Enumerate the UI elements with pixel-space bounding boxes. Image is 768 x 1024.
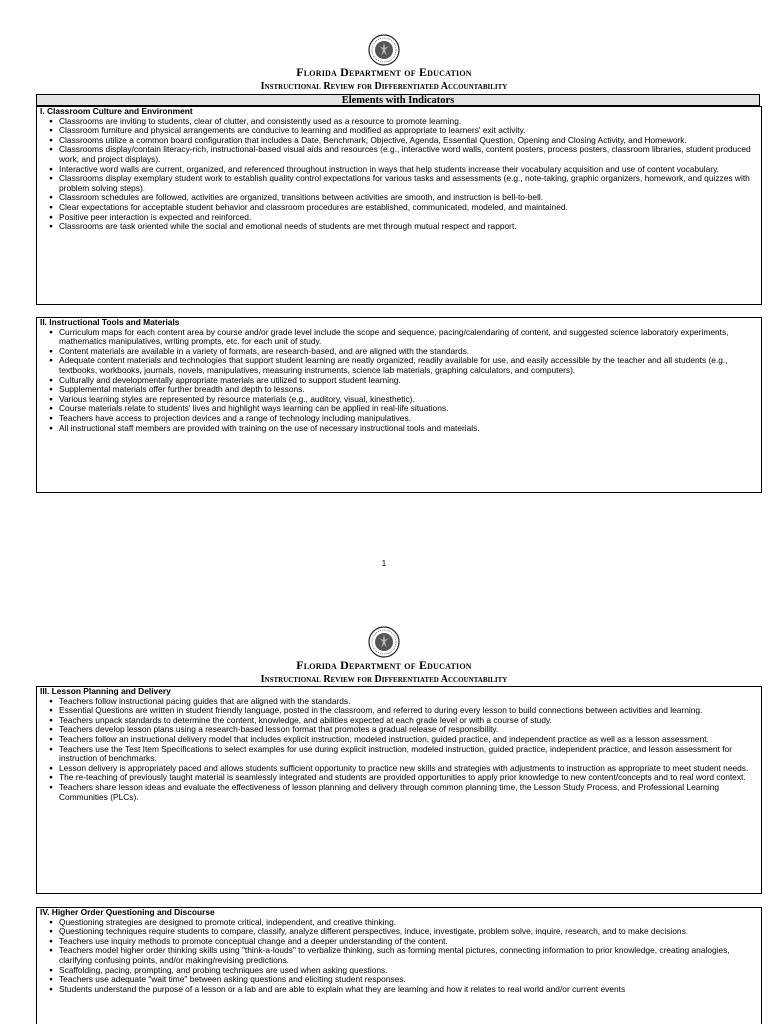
state-seal-icon (368, 626, 400, 658)
indicator-list (40, 117, 755, 232)
list-item: ● Content materials are available in a variety of formats, are research-based, and are aligned with the standards. (40, 347, 755, 357)
list-item: ● Teachers follow instructional pacing guides that are aligned with the standards. (40, 697, 755, 707)
list-item: ● Essential Questions are written in student friendly language, posted in the classroom, and referred to during every lesson to build connections between activities and learning. (40, 706, 755, 716)
indicator-list (40, 918, 755, 995)
page-number: 1 (381, 559, 387, 568)
list-item: ● Teachers use adequate "wait time" between asking questions and eliciting student responses. (40, 975, 755, 985)
list-item: ● Classrooms display exemplary student work to establish quality control expectations for various tasks and assessments (e.g., note-taking, graphic organizers, homework, and quizzes with problem solving steps). (40, 174, 755, 193)
list-item: ● Curriculum maps for each content area by course and/or grade level include the scope and sequence, pacing/calendaring of content, and suggested science laboratory experiments, mathematics manipulatives, writing prompts, etc. for each unit of study. (40, 328, 755, 347)
list-item: ● Course materials relate to students' lives and highlight ways learning can be applied in real-life situations. (40, 404, 755, 414)
section-lesson-planning (36, 686, 762, 894)
list-item: ● Interactive word walls are current, organized, and referenced throughout instruction in ways that help students increase their vocabulary acquisition and use of content vocabulary. (40, 165, 755, 175)
list-item: ● Questioning techniques require students to compare, classify, analyze different perspectives, induce, investigate, problem solve, inquire, research, and to make decisions. (40, 927, 755, 937)
section-title: I. Classroom Culture and Environment (40, 106, 193, 116)
list-item: ● Teachers share lesson ideas and evaluate the effectiveness of lesson planning and delivery through common planning time, the Lesson Study Process, and Professional Learning Communities (PLCs). (40, 783, 755, 802)
org-title: Florida Department of Education (296, 658, 472, 672)
document-subtitle: Instructional Review for Differentiated Accountability (260, 81, 508, 92)
document-subtitle: Instructional Review for Differentiated Accountability (260, 674, 508, 685)
list-item: ● Supplemental materials offer further breadth and depth to lessons. (40, 385, 755, 395)
section-higher-order-questioning (36, 907, 762, 1024)
list-item: ● Teachers follow an instructional delivery model that includes explicit instruction, modeled instruction, guided practice, and independent practice as well as a lesson assessment. (40, 735, 755, 745)
list-item: ● Teachers develop lesson plans using a research-based lesson format that promotes a gradual release of responsibility. (40, 725, 755, 735)
section-title: III. Lesson Planning and Delivery (40, 686, 171, 696)
list-item: ● The re-teaching of previously taught material is seamlessly integrated and students are provided opportunities to apply prior knowledge to new content/concepts and to real word context. (40, 773, 755, 783)
section-instructional-tools (36, 317, 762, 493)
list-item: ● Classrooms are inviting to students, clear of clutter, and consistently used as a resource to promote learning. (40, 117, 755, 127)
elements-header-bar: Elements with Indicators (36, 94, 760, 106)
list-item: ● Classrooms utilize a common board configuration that includes a Date, Benchmark, Objective, Agenda, Essential Question, Opening and Closing Activity, and Homework. (40, 136, 755, 146)
list-item: ● Various learning styles are represented by resource materials (e.g., auditory, visual, kinesthetic). (40, 395, 755, 405)
list-item: ● Positive peer interaction is expected and reinforced. (40, 213, 755, 223)
section-title: IV. Higher Order Questioning and Discourse (40, 907, 215, 917)
list-item: ● Teachers have access to projection devices and a range of technology including manipulatives. (40, 414, 755, 424)
list-item: ● Classroom schedules are followed, activities are organized, transitions between activities are smooth, and instruction is bell-to-bell. (40, 193, 755, 203)
list-item: ● Adequate content materials and technologies that support student learning are neatly organized, readily available for use, and easily accessible by the teacher and all students (e.g., textbooks, workbooks, journals, novels, manipulatives, measuring instruments, science lab materials, graphing calculators, and computers). (40, 356, 755, 375)
list-item: ● Teachers use the Test Item Specifications to select examples for use during explicit instruction, modeled instruction, guided practice, independent practice, and lesson assessment for instruction of benchmarks. (40, 745, 755, 764)
list-item: ● Clear expectations for acceptable student behavior and classroom procedures are established, communicated, modeled, and maintained. (40, 203, 755, 213)
state-seal-icon (368, 34, 400, 66)
org-title: Florida Department of Education (296, 65, 472, 79)
list-item: ● Classrooms are task oriented while the social and emotional needs of students are met through mutual respect and rapport. (40, 222, 755, 232)
list-item: ● All instructional staff members are provided with training on the use of necessary instructional tools and materials. (40, 424, 755, 434)
list-item: ● Questioning strategies are designed to promote critical, independent, and creative thinking. (40, 918, 755, 928)
list-item: ● Culturally and developmentally appropriate materials are utilized to support student learning. (40, 376, 755, 386)
list-item: ● Teachers model higher order thinking skills using "think-a-louds" to verbalize thinking, such as forming mental pictures, connecting information to prior knowledge, creating analogies, clarifying confusing points, and/or making/revising predictions. (40, 946, 755, 965)
list-item: ● Students understand the purpose of a lesson or a lab and are able to explain what they are learning and how it relates to real world and/or current events (40, 985, 755, 995)
list-item: ● Scaffolding, pacing, prompting, and probing techniques are used when asking questions. (40, 966, 755, 976)
list-item: ● Lesson delivery is appropriately paced and allows students sufficient opportunity to practice new skills and strategies with adjustments to instruction as appropriate to meet student needs. (40, 764, 755, 774)
indicator-list (40, 697, 755, 803)
list-item: ● Teachers use inquiry methods to promote conceptual change and a deeper understanding of the content. (40, 937, 755, 947)
list-item: ● Classroom furniture and physical arrangements are conducive to learning and modified as appropriate to learners' exit activity. (40, 126, 755, 136)
section-title: II. Instructional Tools and Materials (40, 317, 180, 327)
indicator-list (40, 328, 755, 434)
list-item: ● Classrooms display/contain literacy-rich, instructional-based visual aids and resources (e.g., interactive word walls, content posters, process posters, classroom libraries, student produced work, and project displays). (40, 145, 755, 164)
section-classroom-culture (36, 106, 762, 305)
list-item: ● Teachers unpack standards to determine the content, knowledge, and abilities expected at each grade level or with a course of study. (40, 716, 755, 726)
